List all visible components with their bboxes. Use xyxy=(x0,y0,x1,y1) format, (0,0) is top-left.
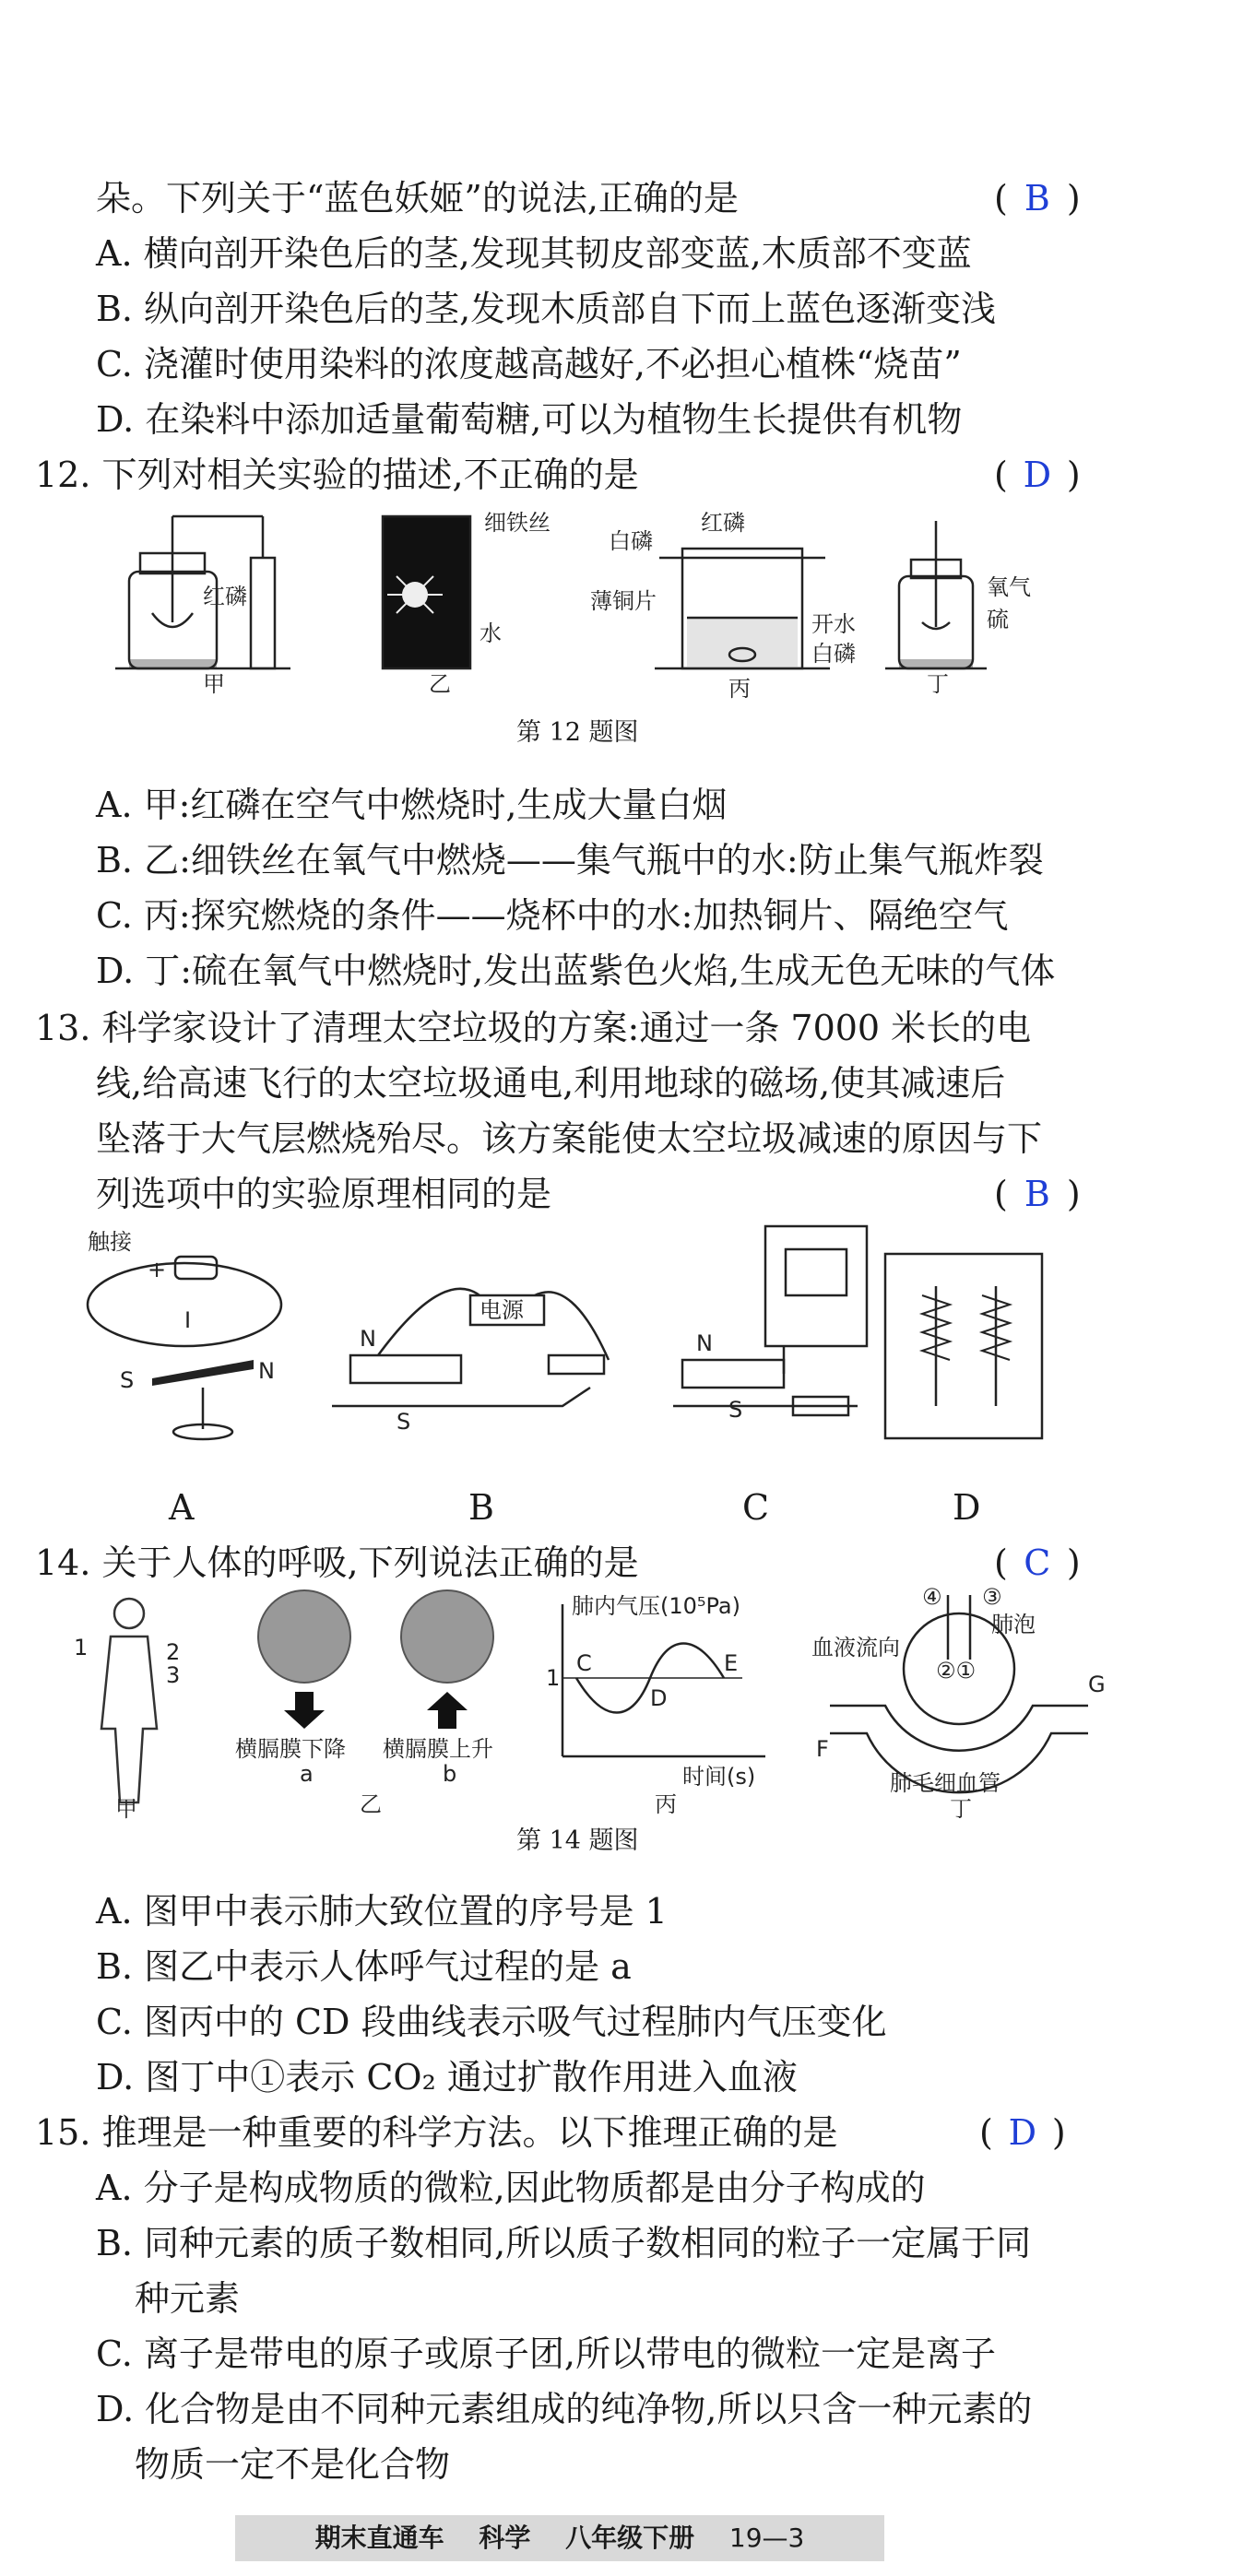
label-dia-down: 横膈膜下降 xyxy=(235,1736,346,1762)
label-sub-b: b xyxy=(443,1761,457,1787)
label-water: 水 xyxy=(480,620,502,646)
page-footer xyxy=(235,2515,884,2561)
q14-figure-svg xyxy=(74,1584,1143,1822)
label-pc: C xyxy=(576,1650,592,1676)
q14-figure-caption: 第 14 题图 xyxy=(516,1826,639,1855)
q14-option-a: A. 图甲中表示肺大致位置的序号是 1 xyxy=(96,1891,668,1932)
label-current: I xyxy=(184,1307,192,1333)
label-c3: ③ xyxy=(982,1584,1002,1610)
label-pressure: 肺内气压(10⁵Pa) xyxy=(572,1593,740,1619)
q14-option-d: D. 图丁中①表示 CO₂ 通过扩散作用进入血液 xyxy=(96,2057,798,2097)
q12-figure-svg xyxy=(111,502,1033,705)
q13-stem-line-4: 列选项中的实验原理相同的是 xyxy=(96,1174,552,1214)
label-one: 1 xyxy=(546,1665,561,1691)
q12-option-c: C. 丙:探究燃烧的条件——烧杯中的水:加热铜片、隔绝空气 xyxy=(96,895,1009,936)
label-c4: ④ xyxy=(922,1584,942,1610)
footer-page: 19—3 xyxy=(728,2523,805,2553)
label-dia-up: 横膈膜上升 xyxy=(383,1736,493,1762)
label-n3: 3 xyxy=(166,1662,181,1688)
answer-letter: D xyxy=(1023,455,1052,495)
q14-stem: 14. 关于人体的呼吸,下列说法正确的是 xyxy=(35,1542,639,1583)
label-n-b: N xyxy=(360,1326,376,1352)
label-s-a: S xyxy=(120,1367,135,1393)
answer-letter: B xyxy=(1024,178,1050,219)
label-red-p: 红磷 xyxy=(203,584,247,609)
label-copper: 薄铜片 xyxy=(590,588,657,614)
label-sulfur: 硫 xyxy=(987,607,1009,632)
q15-option-a: A. 分子是构成物质的微粒,因此物质都是由分子构成的 xyxy=(96,2168,926,2208)
q13-choice-b: B xyxy=(468,1487,494,1528)
label-pf: F xyxy=(816,1736,829,1762)
q11-answer: ( B ) xyxy=(994,175,1081,221)
q12-figure xyxy=(111,502,1033,705)
label-boiling-water: 开水 xyxy=(811,611,856,637)
label-n1: 1 xyxy=(74,1635,89,1660)
label-n-a: N xyxy=(258,1358,275,1384)
q15-stem: 15. 推理是一种重要的科学方法。以下推理正确的是 xyxy=(35,2112,838,2153)
q11-option-c: C. 浇灌时使用染料的浓度越高越好,不必担心植株“烧苗” xyxy=(96,344,962,384)
answer-letter: C xyxy=(1024,1542,1051,1583)
q14-figure xyxy=(74,1584,1143,1822)
q12-option-d: D. 丁:硫在氧气中燃烧时,发出蓝紫色火焰,生成无色无味的气体 xyxy=(96,951,1056,991)
q14-option-b: B. 图乙中表示人体呼气过程的是 a xyxy=(96,1946,632,1987)
label-jia: 甲 xyxy=(203,671,225,697)
label-ding: 丁 xyxy=(950,1796,972,1822)
label-pd: D xyxy=(650,1685,668,1711)
label-yi: 乙 xyxy=(429,671,451,697)
label-oxygen: 氧气 xyxy=(987,574,1031,600)
q12-answer: ( D ) xyxy=(994,452,1081,498)
q15-option-b-line-2: 种元素 xyxy=(135,2278,241,2319)
q12-figure-caption: 第 12 题图 xyxy=(516,718,639,747)
answer-letter: B xyxy=(1024,1174,1050,1214)
footer-grade: 八年级下册 xyxy=(565,2523,695,2553)
footer-book: 期末直通车 xyxy=(314,2523,444,2553)
label-ding: 丁 xyxy=(927,671,949,697)
q14-option-c: C. 图丙中的 CD 段曲线表示吸气过程肺内气压变化 xyxy=(96,2002,887,2042)
label-blood-flow: 血液流向 xyxy=(811,1635,900,1660)
label-sub-a: a xyxy=(300,1761,314,1787)
label-alveolus: 肺泡 xyxy=(991,1612,1036,1637)
label-plus: + xyxy=(148,1257,167,1282)
q11-stem: 朵。下列关于“蓝色妖姬”的说法,正确的是 xyxy=(96,178,739,219)
label-time: 时间(s) xyxy=(682,1764,756,1790)
label-white-p-bottom: 白磷 xyxy=(811,641,856,667)
label-fine-iron: 细铁丝 xyxy=(484,510,551,536)
q11-option-b: B. 纵向剖开染色后的茎,发现木质部自下而上蓝色逐渐变浅 xyxy=(96,289,997,329)
q15-option-d-line-2: 物质一定不是化合物 xyxy=(135,2444,451,2485)
q13-figure-svg xyxy=(83,1222,1134,1471)
label-c2c1: ②① xyxy=(936,1658,977,1684)
label-capillary: 肺毛细血管 xyxy=(890,1770,1000,1796)
label-s-c: S xyxy=(728,1397,743,1423)
label-power: 电源 xyxy=(480,1297,524,1323)
q13-choice-d: D xyxy=(953,1487,981,1528)
label-n-c: N xyxy=(696,1330,713,1356)
q13-stem-line-3: 坠落于大气层燃烧殆尽。该方案能使太空垃圾减速的原因与下 xyxy=(96,1118,1043,1159)
label-red-p-top: 红磷 xyxy=(701,510,745,536)
q15-option-d-line-1: D. 化合物是由不同种元素组成的纯净物,所以只含一种元素的 xyxy=(96,2389,1033,2429)
q13-figure xyxy=(83,1222,1134,1471)
label-bing: 丙 xyxy=(655,1791,677,1817)
footer-subject: 科学 xyxy=(479,2523,531,2553)
q15-option-c: C. 离子是带电的原子或原子团,所以带电的微粒一定是离子 xyxy=(96,2334,996,2374)
label-pg: G xyxy=(1088,1672,1106,1697)
q13-stem-line-1: 13. 科学家设计了清理太空垃圾的方案:通过一条 7000 米长的电 xyxy=(35,1008,1032,1048)
q15-answer: ( D ) xyxy=(979,2109,1066,2156)
q12-option-b: B. 乙:细铁丝在氧气中燃烧——集气瓶中的水:防止集气瓶炸裂 xyxy=(96,840,1044,880)
q13-answer: ( B ) xyxy=(994,1171,1081,1217)
q13-choice-c: C xyxy=(742,1487,770,1528)
label-n2: 2 xyxy=(166,1639,181,1665)
answer-letter: D xyxy=(1008,2112,1037,2153)
label-s-b: S xyxy=(397,1409,411,1435)
q14-answer: ( C ) xyxy=(994,1540,1081,1586)
label-jia: 甲 xyxy=(115,1796,137,1822)
label-white-p-top: 白磷 xyxy=(609,528,653,554)
q12-option-a: A. 甲:红磷在空气中燃烧时,生成大量白烟 xyxy=(96,785,728,825)
q15-option-b-line-1: B. 同种元素的质子数相同,所以质子数相同的粒子一定属于同 xyxy=(96,2223,1032,2263)
label-touch: 触接 xyxy=(88,1229,132,1255)
q13-choice-a: A xyxy=(169,1487,195,1528)
q11-option-a: A. 横向剖开染色后的茎,发现其韧皮部变蓝,木质部不变蓝 xyxy=(96,233,972,274)
label-bing: 丙 xyxy=(728,676,751,702)
q12-stem: 12. 下列对相关实验的描述,不正确的是 xyxy=(35,455,639,495)
label-pe: E xyxy=(724,1650,739,1676)
q13-stem-line-2: 线,给高速飞行的太空垃圾通电,利用地球的磁场,使其减速后 xyxy=(96,1063,1006,1104)
label-yi: 乙 xyxy=(360,1791,382,1817)
q11-option-d: D. 在染料中添加适量葡萄糖,可以为植物生长提供有机物 xyxy=(96,399,963,440)
